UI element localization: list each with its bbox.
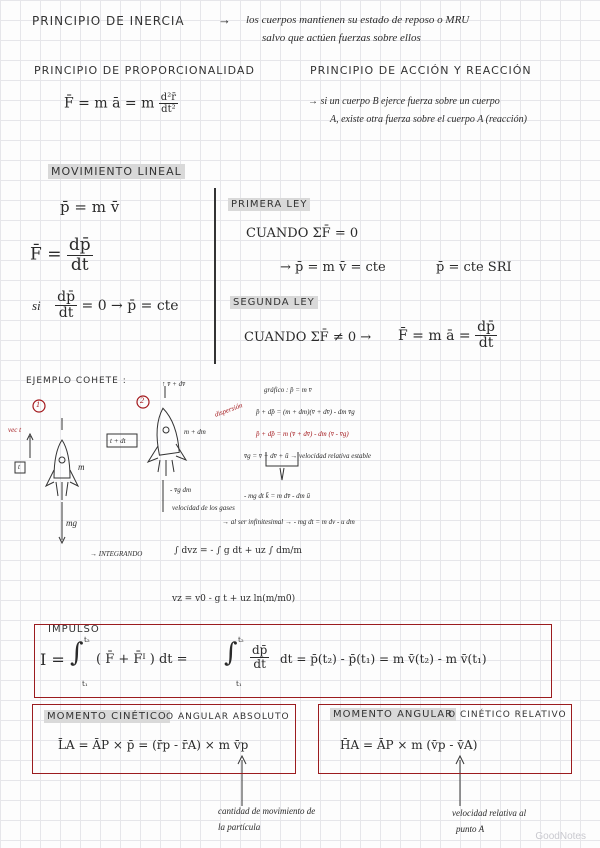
- mom-abs-eq: L̄A = ĀP × p̄ = (r̄p - r̄A) × m v̄p: [58, 738, 249, 752]
- primera-ley-cuando: CUANDO ΣF̄ = 0: [246, 226, 359, 241]
- impulso-frac-top: dp̄: [252, 643, 268, 657]
- vel-gases-note: velocidad de los gases: [172, 504, 235, 512]
- formula-lhs: F̄ = m ā =: [64, 95, 137, 112]
- impulso-integral-2: ∫: [224, 638, 238, 668]
- segunda-top: dp̄: [477, 319, 495, 335]
- impulso-title: IMPULSO: [48, 624, 100, 635]
- impulso-lim-top-2: t₂: [238, 636, 244, 644]
- m-label: m: [78, 462, 85, 472]
- mom-rel-subtitle: O CINÉTICO RELATIVO: [448, 710, 567, 720]
- infinitesimal-note: → al ser infinitesimal → - mg dt = m dv - u dm: [222, 518, 355, 526]
- impulso-lim-bot-1: t₁: [82, 680, 88, 688]
- accion-reaccion-line1: → si un cuerpo B ejerce fuerza sobre un cuerpo: [308, 96, 500, 107]
- primera-ley-result-sri: p̄ = cte SRI: [436, 260, 512, 275]
- primera-ley-result: → p̄ = m v̄ = cte: [280, 260, 386, 275]
- inercia-title: PRINCIPIO DE INERCIA: [32, 14, 185, 28]
- si-rhs: = 0 → p̄ = cte: [81, 297, 179, 314]
- mom-rel-title: MOMENTO ANGULAR: [330, 708, 456, 721]
- accion-reaccion-title: PRINCIPIO DE ACCIÓN Y REACCIÓN: [310, 64, 532, 77]
- mom-abs-subtitle: O ANGULAR ABSOLUTO: [166, 712, 290, 722]
- si-top: dp̄: [57, 289, 76, 305]
- num-2: 2: [140, 396, 144, 405]
- mom-abs-note-1: cantidad de movimiento de: [218, 806, 316, 816]
- dispersion-note: dispersión: [213, 401, 244, 419]
- impulso-frac-bot: dt: [253, 657, 266, 672]
- mov-lineal-title: MOVIMIENTO LINEAL: [48, 164, 185, 179]
- f-top: dp̄: [68, 235, 91, 255]
- si-label: si: [32, 297, 41, 313]
- proporcionalidad-title: PRINCIPIO DE PROPORCIONALIDAD: [34, 64, 255, 77]
- inercia-arrow: →: [218, 12, 231, 27]
- integrando-note: → INTEGRANDO: [90, 550, 143, 558]
- mom-abs-title: MOMENTO CINÉTICO: [44, 710, 170, 723]
- momentum-eq: p̄ = m v̄: [60, 198, 120, 216]
- vg-eq: v̄g = v̄ + dv̄ + ū → velocidad relativa estable: [244, 452, 372, 460]
- solution-eq: vz = v0 - g t + uz ln(m/m0): [172, 594, 296, 604]
- accion-reaccion-line2: A, existe otra fuerza sobre el cuerpo A (reacción): [330, 114, 527, 125]
- formula-m: m: [141, 95, 155, 112]
- primera-ley-title: PRIMERA LEY: [228, 198, 310, 211]
- f-bot: dt: [70, 254, 89, 275]
- segunda-ley-title: SEGUNDA LEY: [230, 296, 318, 309]
- t-dt-label: t + dt: [110, 437, 126, 445]
- inercia-line1: los cuerpos mantienen su estado de reposo o MRU: [246, 14, 470, 26]
- frac-top: d²r̄: [160, 92, 176, 103]
- inercia-line2: salvo que actúen fuerzas sobre ellos: [262, 32, 421, 44]
- f-lhs: F̄ =: [30, 244, 62, 265]
- grafico-note: gráfico : p̄ = m v̄: [264, 386, 312, 394]
- goodnotes-watermark: GoodNotes: [535, 831, 586, 842]
- segunda-rhs-text: F̄ = m ā =: [398, 327, 471, 344]
- impulso-lim-top-1: t₂: [84, 636, 90, 644]
- impulso-integral-1: ∫: [70, 638, 84, 668]
- si-bot: dt: [58, 305, 74, 322]
- t-box-label: t: [18, 463, 20, 471]
- mg-label: mg: [66, 518, 77, 528]
- impulso-lhs: I =: [40, 650, 65, 669]
- num-1: 1: [36, 400, 40, 409]
- mom-rel-note-1: velocidad relativa al: [452, 808, 527, 818]
- ejemplo-title: EJEMPLO COHETE :: [26, 376, 127, 386]
- segunda-bot: dt: [478, 335, 494, 352]
- v-dv-label: ↑ v̄ + dv̄: [162, 380, 186, 388]
- vec-t-label: vec t: [8, 426, 22, 434]
- vg-dm-label: - v̄g dm: [170, 486, 191, 494]
- red-line-2: p̄ + dp̄ = m (v̄ + dv̄) - dm (v̄ - v̄g): [256, 430, 349, 438]
- m-dm-label: m + dm: [184, 428, 206, 436]
- red-line-1: p̄ + dp̄ = (m + dm)(v̄ + dv̄) - dm v̄g: [256, 408, 355, 416]
- impulso-rhs: dt = p̄(t₂) - p̄(t₁) = m v̄(t₂) - m v̄(t₁): [280, 652, 487, 666]
- mgdt-eq: - mg dt k̄ = m dv̄ - dm ū: [244, 492, 310, 500]
- segunda-ley-cuando: CUANDO ΣF̄ ≠ 0 →: [244, 330, 372, 345]
- frac-bot: dt²: [161, 104, 176, 115]
- impulso-integrand-1: ( F̄ + F̄ᴵ ) dt =: [96, 652, 188, 667]
- impulso-lim-bot-2: t₁: [236, 680, 242, 688]
- mom-rel-eq: H̄A = ĀP × m (v̄p - v̄A): [340, 738, 478, 752]
- integral-eq: ∫ dvz = - ∫ g dt + uz ∫ dm/m: [174, 546, 302, 556]
- mom-abs-note-2: la partícula: [218, 822, 261, 832]
- mom-rel-note-2: punto A: [456, 824, 485, 834]
- impulso-fraction: [250, 644, 269, 671]
